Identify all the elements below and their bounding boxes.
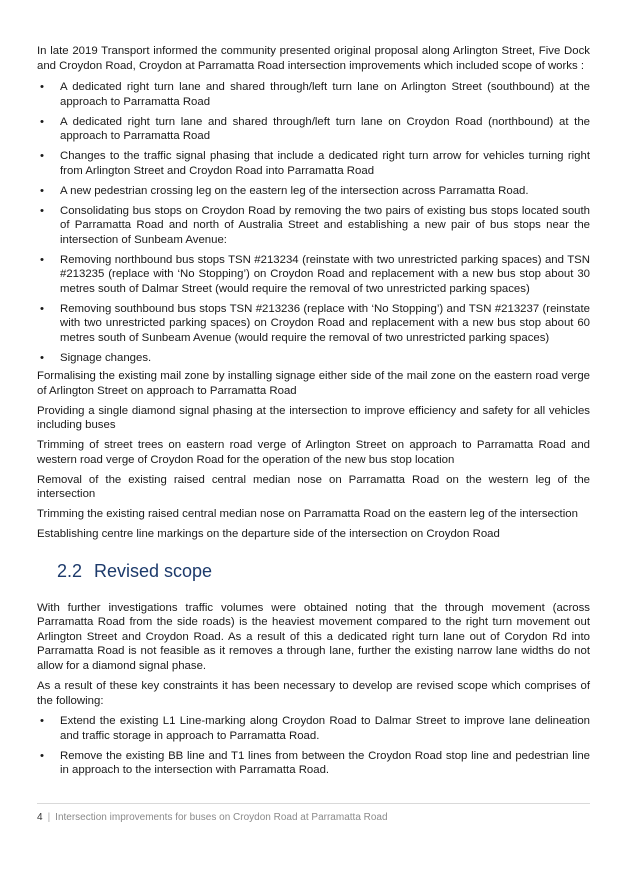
bullet-icon: • [40,150,44,162]
scope-item: Removal of the existing raised central median nose on Parramatta Road on the western leg of the intersection [37,473,590,500]
section-title: Revised scope [94,560,213,581]
scope-item: Establishing centre line markings on the departure side of the intersection on Croydon Road [37,528,500,540]
footer-divider [37,803,590,804]
page-number: 4 [37,812,43,823]
intro-paragraph: In late 2019 Transport informed the community presented original proposal along Arlington Street, Five Dock and Croydon Road, Croydon at Parramatta Road intersection improvements which included scope of works : [37,45,590,72]
scope-item: Trimming the existing raised central median nose on Parramatta Road on the eastern leg of the intersection [37,508,578,520]
original-scope-list [37,80,590,365]
bullet-icon: • [40,253,44,266]
bullet-icon: • [40,81,44,93]
list-item: • A dedicated right turn lane and shared through/left turn lane on Croydon Road (northbound) at the approach to Parramatta Road [40,115,590,142]
bullet-icon: • [40,749,44,762]
bullet-icon: • [40,351,44,364]
footer-title: Intersection improvements for buses on Croydon Road at Parramatta Road [55,812,388,823]
scope-item: Trimming of street trees on eastern road verge of Arlington Street on approach to Parramatta Road and western road verge of Croydon Road for the operation of the new bus stop location [37,439,590,466]
list-item: • Consolidating bus stops on Croydon Road by removing the two pairs of existing bus stops located south of Parramatta Road and north of Australia Street and establishing a new pair of bus stops near the intersection of Sunbeam Avenue: [40,204,590,246]
list-item: • Remove the existing BB line and T1 lines from between the Croydon Road stop line and pedestrian line in approach to the intersection with Parramatta Road. [40,749,590,776]
bullet-icon: • [40,715,44,727]
bullet-icon: • [40,115,44,128]
list-item: • Signage changes. [40,351,152,364]
bullet-icon: • [40,204,44,217]
list-item: • A dedicated right turn lane and shared through/left turn lane on Arlington Street (southbound) at the approach to Parramatta Road [40,81,590,108]
footer-separator: | [47,812,51,823]
page-footer [37,812,388,823]
list-item: • A new pedestrian crossing leg on the eastern leg of the intersection across Parramatta Road. [40,184,529,197]
list-item: • Extend the existing L1 Line-marking along Croydon Road to Dalmar Street to improve lane delineation and traffic storage in approach to Parramatta Road. [40,715,590,742]
section-number: 2.2 [57,560,83,581]
list-item: • Changes to the traffic signal phasing that include a dedicated right turn arrow for vehicles turning right from Arlington Street and Croydon Road into Parramatta Road [40,150,590,177]
revised-scope-list [37,714,590,778]
scope-item: Formalising the existing mail zone by installing signage either side of the mail zone on the eastern road verge of Arlington Street on approach to Parramatta Road [37,370,590,397]
list-item: • Removing northbound bus stops TSN #213234 (reinstate with two unrestricted parking spaces) and TSN #213235 (replace with ‘No Stopping’) on Croydon Road and replacement with a new bus stop about 30 metres south of Dalmar Street (would require the removal of two unrestricted parking spaces) [40,253,590,295]
constraints-paragraph: As a result of these key constraints it has been necessary to develop are revised scope which comprises of the following: [37,680,590,707]
document-page [37,44,590,783]
bullet-icon: • [40,302,44,315]
section-heading [37,560,590,582]
revised-scope-paragraph: With further investigations traffic volumes were obtained noting that the through movement (across Parramatta Road from the side roads) is the heaviest movement compared to the right turn movement out Arlington Street and Croydon Road. As a result of this a dedicated right turn lane out of Corydon Rd into Parramatta Road is not feasible as it removes a through lane, further the existing narrow lane widths do not allow for a diamond signal phase. [37,601,590,672]
scope-item: Providing a single diamond signal phasing at the intersection to improve efficiency and safety for all vehicles including buses [37,404,590,431]
bullet-icon: • [40,184,44,197]
list-item: • Removing southbound bus stops TSN #213236 (replace with ‘No Stopping’) and TSN #213237 (reinstate with two unrestricted parking spaces) on Croydon Road and replacement with a new bus stop about 60 metres south of Sunbeam Avenue (would require the removal of two unrestricted parking spaces) [40,302,590,344]
